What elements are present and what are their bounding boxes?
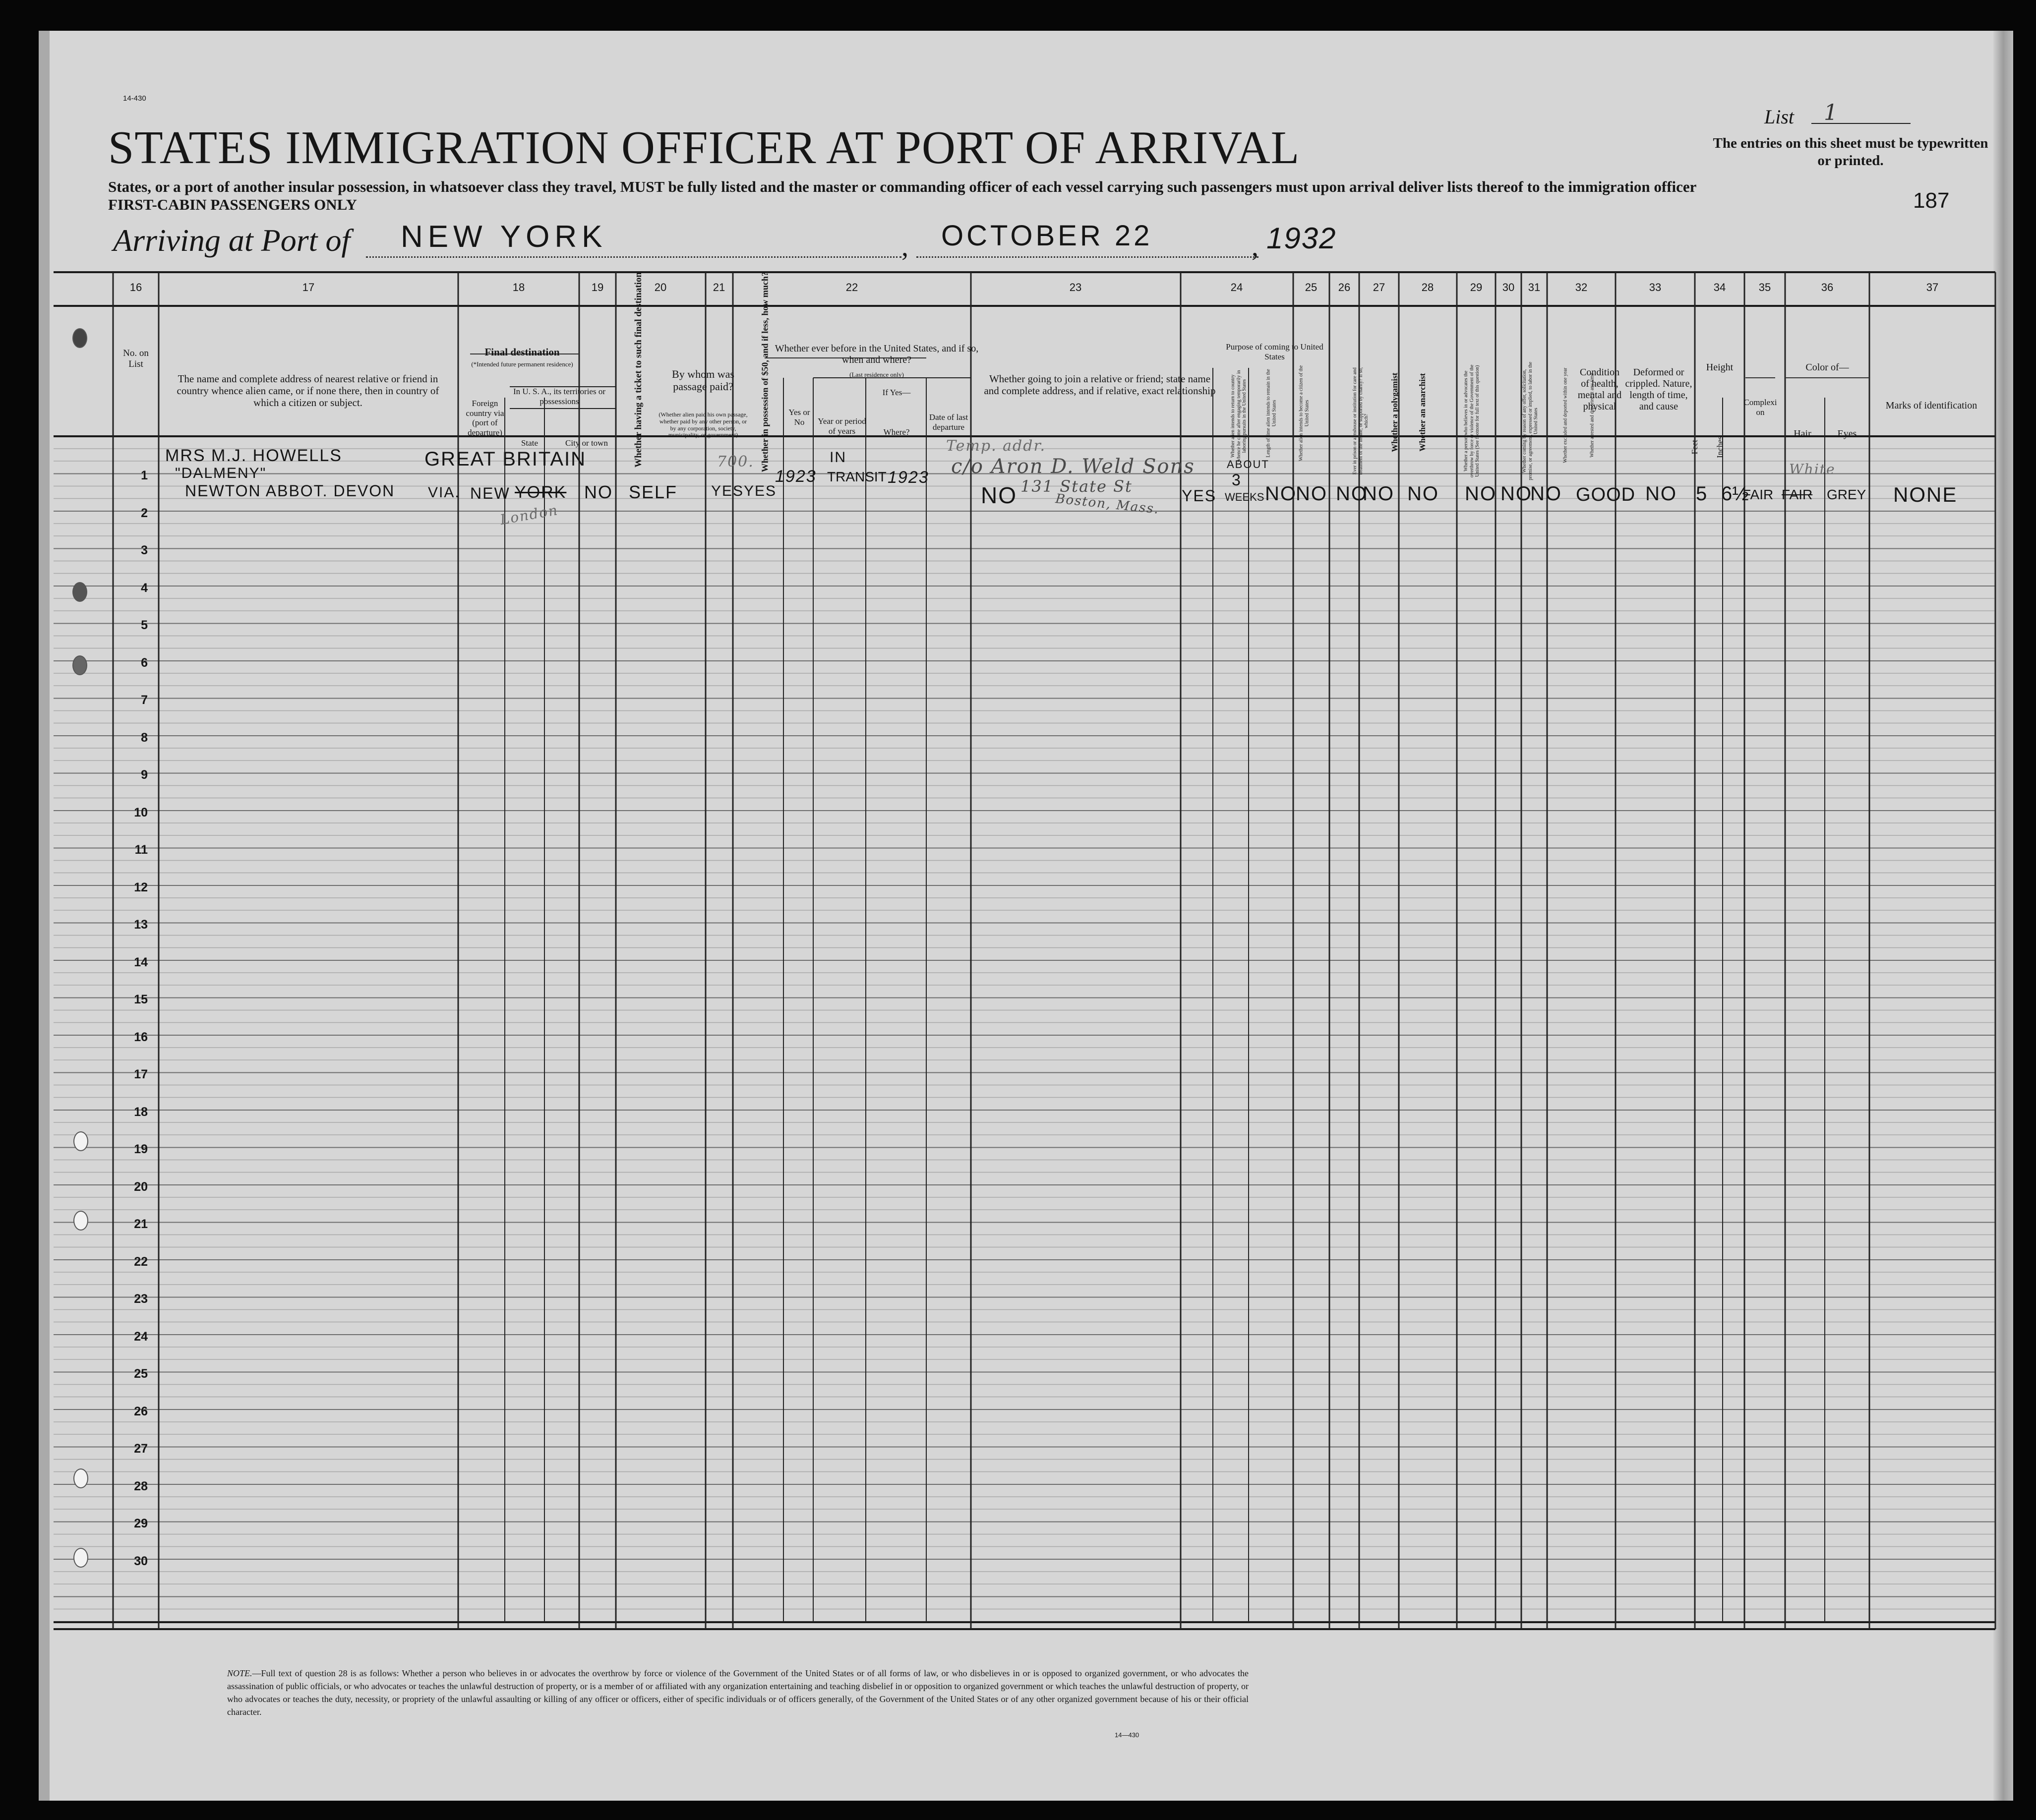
column-number: 19: [591, 281, 604, 294]
row-number: 9: [141, 768, 148, 782]
column-number: 35: [1758, 281, 1771, 294]
citizen-value: NO: [1265, 483, 1297, 505]
col31-header: Whether arrested and deported at any time: [1589, 373, 1595, 458]
col23-header: Whether going to join a relative or friend; state name and complete address, and if relative, exact relationship: [984, 373, 1216, 397]
column-number: 28: [1421, 281, 1434, 294]
column-number: 25: [1305, 281, 1317, 294]
row-number: 8: [141, 730, 148, 745]
form-grid: [39, 31, 2013, 1801]
hair-correction: White: [1789, 461, 1836, 477]
col22-sub: (Last residence only): [849, 371, 904, 378]
port-underline: [366, 256, 901, 258]
join-line-1: c/o Aron D. Weld Sons: [951, 455, 1195, 478]
row-number: 13: [134, 918, 148, 932]
binder-hole: [73, 1468, 88, 1488]
page-title: STATES IMMIGRATION OFFICER AT PORT OF ARRIVAL: [108, 122, 1300, 174]
binder-hole: [73, 1131, 88, 1151]
deformed-value: NO: [1645, 483, 1677, 505]
money-value: YES: [711, 483, 744, 499]
column-number: 23: [1069, 281, 1082, 294]
length-line-2: 3: [1232, 471, 1242, 489]
class-label: FIRST-CABIN PASSENGERS ONLY: [108, 196, 357, 213]
row-number: 30: [134, 1554, 148, 1568]
column-number: 21: [713, 281, 725, 294]
column-number: 24: [1230, 281, 1243, 294]
row-number: 10: [134, 805, 148, 820]
column-number: 33: [1649, 281, 1662, 294]
column-number: 20: [654, 281, 667, 294]
join-relative-value: NO: [981, 482, 1017, 508]
labor-offer-value: NO: [1465, 483, 1497, 505]
relative-line-3: NEWTON ABBOT. DEVON: [185, 482, 395, 500]
row-number: 4: [141, 581, 148, 595]
col22-ifyes: If Yes—: [882, 388, 911, 397]
relative-line-2: "DALMENY": [175, 465, 267, 481]
binder-hole: [73, 1548, 88, 1568]
eyes-value: GREY: [1827, 487, 1866, 502]
column-number: 16: [129, 281, 142, 294]
binder-hole: [72, 328, 87, 348]
column-number: 32: [1575, 281, 1588, 294]
col25-header: Ever in prison or almshouse or institution for care and treatment of the insane, or supported by charity? If so, which?: [1352, 367, 1369, 475]
manifest-sheet: [39, 31, 2013, 1801]
column-number: 18: [512, 281, 525, 294]
join-line-2: 131 State St: [1020, 477, 1133, 496]
col24-title: Purpose of coming to United States: [1226, 342, 1323, 361]
comma-1: ,: [901, 232, 908, 262]
column-number: 17: [302, 281, 315, 294]
column-number: 29: [1470, 281, 1483, 294]
col18-usa: In U. S. A., its territories or possessions: [513, 387, 606, 406]
binder-hole: [72, 655, 87, 675]
row-number: 27: [134, 1442, 148, 1456]
col18-sub: (*Intended future permanent residence): [471, 360, 573, 368]
row-number: 18: [134, 1105, 148, 1119]
col28-header: Whether a person who believes in or advocates the overthrow by force or violence of the Government of the United States (See footnote for full text of this question): [1463, 364, 1480, 477]
col24-length: Length of time alien intends to remain in the United States: [1265, 369, 1277, 458]
length-line-3: WEEKS: [1225, 491, 1264, 503]
comma-2: ,: [1252, 232, 1258, 262]
col32-header: Condition of health, mental and physical: [1577, 367, 1622, 412]
been-before-value: YES: [744, 483, 777, 499]
column-number: 36: [1821, 281, 1834, 294]
complexion-value: FAIR: [1742, 487, 1774, 502]
col20-title: By whom was passage paid?: [672, 368, 734, 393]
col30-header: Whether excluded and deported within one year: [1562, 367, 1568, 463]
where-line-1: IN: [830, 449, 846, 466]
form-id-top: 14-430: [123, 94, 146, 103]
col18-state: State: [521, 438, 538, 448]
col18-foreign: Foreign country via (port of departure): [466, 399, 504, 437]
row-number: 2: [141, 506, 148, 520]
col34-inches: Inches: [1715, 436, 1725, 458]
row-number: 29: [134, 1517, 148, 1530]
row-number: 24: [134, 1329, 148, 1344]
marks-value: NONE: [1893, 483, 1958, 506]
col22-yesno: Yes or No: [788, 408, 810, 427]
column-number: 30: [1502, 281, 1515, 294]
money-note: 700.: [717, 453, 754, 470]
col33-header: Deformed or crippled. Nature, length of time, and cause: [1625, 367, 1692, 412]
col37-header: Marks of identification: [1885, 400, 1977, 411]
col18-title: Final destination: [484, 346, 560, 358]
row-number: 6: [141, 655, 148, 670]
col35-header: Complexion: [1743, 398, 1777, 417]
binder-hole: [72, 582, 87, 602]
date-underline: [916, 256, 1258, 258]
relative-line-1: MRS M.J. HOWELLS: [165, 446, 342, 465]
instruction-text: States, or a port of another insular possession, in whatsoever class they travel, MUST be fully listed and the master or commanding officer of each vessel carrying such passengers must upon arrival deliver lists thereof to the immigration officer: [108, 178, 1697, 195]
col22-year: Year or period of years: [818, 416, 866, 436]
col24-return: Whether alien intends to return to country whence he came after engaging temporarily in laboring pursuits in the United States: [1230, 370, 1247, 462]
column-number: 22: [845, 281, 858, 294]
col36-eyes: Eyes: [1837, 428, 1857, 439]
typewritten-note: The entries on this sheet must be typewritten or printed.: [1713, 135, 1988, 169]
excluded-value: NO: [1500, 483, 1532, 505]
row-number: 12: [134, 880, 148, 894]
prison-value: NO: [1296, 483, 1327, 505]
arrested-value: NO: [1530, 483, 1562, 505]
port-value: NEW YORK: [401, 220, 607, 254]
row-number: 21: [134, 1217, 148, 1231]
row-number: 14: [134, 955, 148, 969]
last-departure-value: 1923: [888, 468, 929, 487]
feet-value: 5: [1696, 483, 1708, 505]
row-number: 1: [141, 469, 148, 482]
row-number: 19: [134, 1142, 148, 1156]
column-number: 37: [1926, 281, 1939, 294]
list-label: List: [1764, 106, 1795, 128]
col17-header: The name and complete address of nearest relative or friend in country whence alien came, or if none there, then in country of which a citizen or subject.: [177, 373, 439, 409]
col36-title: Color of—: [1805, 362, 1849, 373]
row-number: 7: [141, 693, 148, 707]
city-value: YORK: [515, 483, 567, 502]
row-number: 11: [134, 843, 148, 857]
year-period-value: 1923: [775, 467, 817, 486]
col22-where: Where?: [883, 427, 910, 437]
footnote: [227, 1667, 1249, 1718]
row-number: 5: [141, 618, 148, 632]
footnote-text: —Full text of question 28 is as follows: Whether a person who believes in or advocates the overthrow by force or violence of the Government of the United States or of all forms of law, or who disbelieves in or is opposed to organized government, or who advocates the assassination of public officials, or who advocates or teaches the unlawful destruction of property, or is a member of or affiliated with any organization entertaining and teaching disbelief in or opposition to organized government or which teaches the unlawful destruction of property, or who advocates or teaches the duty, necessity, or propriety of the unlawful assaulting or killing of any officer or officers, either of specific individuals or of officers generally, of the Government of the United States or of any other organized government because of his or their official character.: [227, 1668, 1249, 1717]
row-number: 17: [134, 1067, 148, 1081]
sheet-number: 187: [1913, 188, 1950, 213]
column-number: 27: [1373, 281, 1385, 294]
row-number: 28: [134, 1479, 148, 1493]
row-number: 22: [134, 1254, 148, 1269]
where-line-2: TRANSIT: [827, 469, 887, 484]
row-number: 16: [134, 1030, 148, 1044]
polygamist-value: NO: [1336, 483, 1368, 505]
col22-title: Whether ever before in the United States, and if so, when and where?: [775, 343, 979, 365]
row-number: 15: [134, 993, 148, 1006]
year-value: 1932: [1266, 222, 1337, 255]
ticket-value: NO: [584, 482, 613, 502]
col19-header: Whether having a ticket to such final destination: [633, 272, 644, 468]
arriving-label: Arriving at Port of: [113, 223, 351, 258]
row-number: 23: [134, 1292, 148, 1306]
row-number: 25: [134, 1367, 148, 1381]
binder-hole: [73, 1211, 88, 1231]
passage-paid-value: SELF: [629, 482, 678, 502]
length-line-1: ABOUT: [1227, 458, 1269, 470]
col16-header: No. on List: [123, 348, 149, 369]
row-number: 3: [141, 543, 148, 557]
row-number: 26: [134, 1404, 148, 1418]
col24-citizen: Whether alien intends to become a citizen of the United States: [1298, 365, 1310, 462]
col34-title: Height: [1706, 362, 1734, 373]
row-number: 20: [134, 1179, 148, 1194]
column-number: 26: [1338, 281, 1351, 294]
col34-feet: Feet: [1690, 440, 1700, 455]
form-id-bottom: 14—430: [1115, 1731, 1139, 1739]
return-intent-value: YES: [1182, 487, 1217, 505]
col21-header: Whether in possession of $50, and if less, how much?: [760, 272, 770, 472]
via-value: VIA.: [428, 484, 460, 501]
col20-note: (Whether alien paid his own passage, whether paid by any other person, or by any corporation, society, municipality, or government): [659, 411, 748, 439]
date-value: OCTOBER 22: [941, 220, 1153, 252]
list-number: 1: [1824, 100, 1839, 125]
col18-city: City or town: [565, 438, 608, 448]
overthrow-value: NO: [1407, 483, 1439, 505]
anarchist-value: NO: [1363, 483, 1394, 505]
column-number: 31: [1528, 281, 1541, 294]
footnote-label: NOTE.: [227, 1668, 252, 1678]
col26-header: Whether a polygamist: [1390, 372, 1400, 452]
col22-date: Date of last departure: [929, 412, 968, 432]
state-value: NEW: [470, 484, 510, 502]
city-correction: London: [499, 501, 560, 528]
inches-value: 6½: [1721, 483, 1749, 505]
foreign-country-value: GREAT BRITAIN: [424, 448, 587, 470]
join-line-3: Boston, Mass.: [1055, 491, 1160, 517]
col36-hair: Hair: [1794, 428, 1811, 439]
join-annotation: Temp. addr.: [946, 437, 1046, 455]
health-value: GOOD: [1576, 484, 1636, 505]
hair-value: FAIR: [1782, 487, 1813, 502]
col29-header: Whether coming by reason of any offer, solicitation, promise, or agreement, expressed or implied, to labor in the United States: [1521, 361, 1539, 480]
column-number: 34: [1713, 281, 1726, 294]
col27-header: Whether an anarchist: [1418, 373, 1428, 452]
